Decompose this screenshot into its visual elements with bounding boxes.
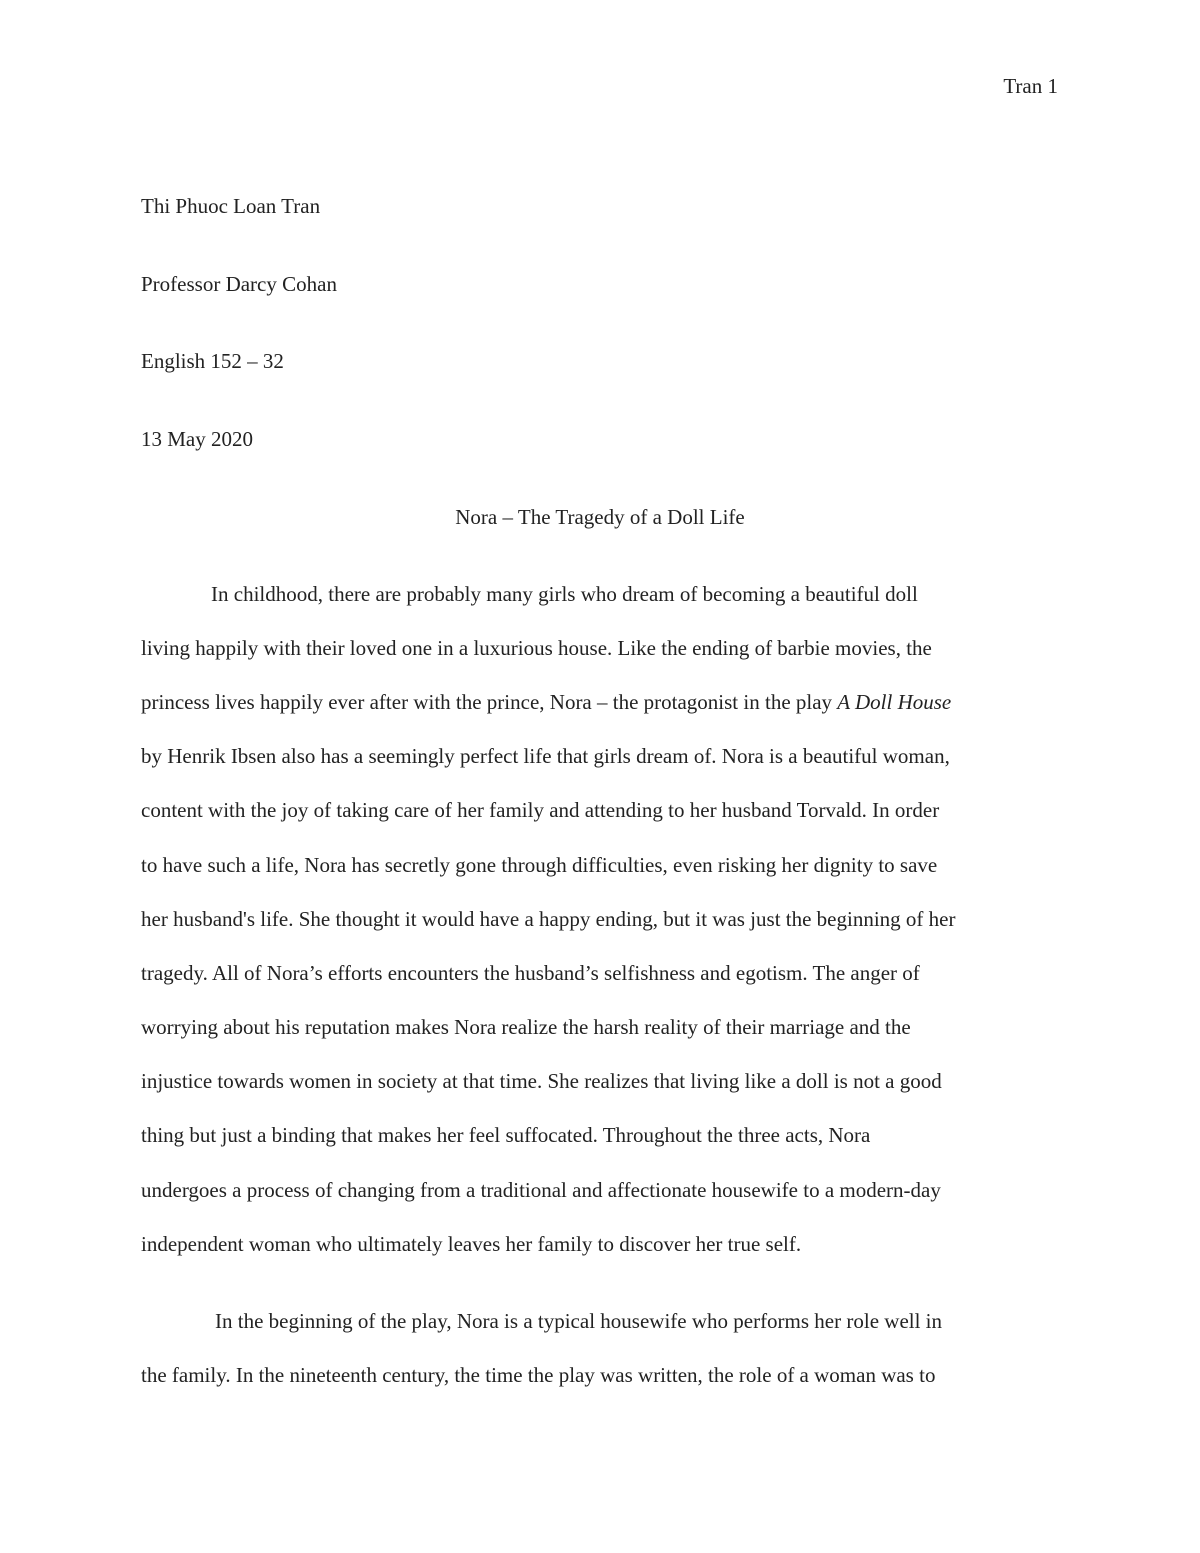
paragraph-line bbox=[141, 688, 951, 716]
paragraph-line: In the beginning of the play, Nora is a typical housewife who performs her role well in bbox=[215, 1309, 943, 1333]
paragraph-line: worrying about his reputation makes Nora realize the harsh reality of their marriage and the bbox=[141, 1015, 911, 1039]
course-name: English 152 – 32 bbox=[141, 349, 284, 373]
paragraph-line: injustice towards women in society at that time. She realizes that living like a doll is not a good bbox=[141, 1069, 942, 1093]
student-name: Thi Phuoc Loan Tran bbox=[141, 194, 321, 218]
paragraph-line: living happily with their loved one in a luxurious house. Like the ending of barbie movies, the bbox=[141, 636, 932, 660]
paragraph-line: tragedy. All of Nora’s efforts encounters the husband’s selfishness and egotism. The anger of bbox=[141, 961, 920, 985]
essay-date: 13 May 2020 bbox=[141, 427, 253, 451]
play-title-italic: A Doll House bbox=[837, 690, 952, 714]
paragraph-line: to have such a life, Nora has secretly gone through difficulties, even risking her dignity to save bbox=[141, 853, 938, 877]
paragraph-line: In childhood, there are probably many girls who dream of becoming a beautiful doll bbox=[211, 582, 918, 606]
paragraph-line: the family. In the nineteenth century, the time the play was written, the role of a woman was to bbox=[141, 1363, 936, 1387]
paragraph-line: content with the joy of taking care of her family and attending to her husband Torvald. In order bbox=[141, 798, 940, 822]
paragraph-line: thing but just a binding that makes her feel suffocated. Throughout the three acts, Nora bbox=[141, 1123, 871, 1147]
essay-title: Nora – The Tragedy of a Doll Life bbox=[455, 505, 745, 529]
paragraph-line: independent woman who ultimately leaves her family to discover her true self. bbox=[141, 1232, 802, 1256]
paragraph-text: princess lives happily ever after with the prince, Nora – the protagonist in the play bbox=[141, 690, 838, 714]
instructor-name: Professor Darcy Cohan bbox=[141, 272, 337, 296]
paragraph-line: undergoes a process of changing from a traditional and affectionate housewife to a modern-day bbox=[141, 1178, 941, 1202]
paragraph-line: her husband's life. She thought it would have a happy ending, but it was just the beginning of her bbox=[141, 907, 956, 931]
paragraph-line: by Henrik Ibsen also has a seemingly perfect life that girls dream of. Nora is a beautiful woman, bbox=[141, 744, 950, 768]
running-head: Tran 1 bbox=[1003, 74, 1058, 98]
